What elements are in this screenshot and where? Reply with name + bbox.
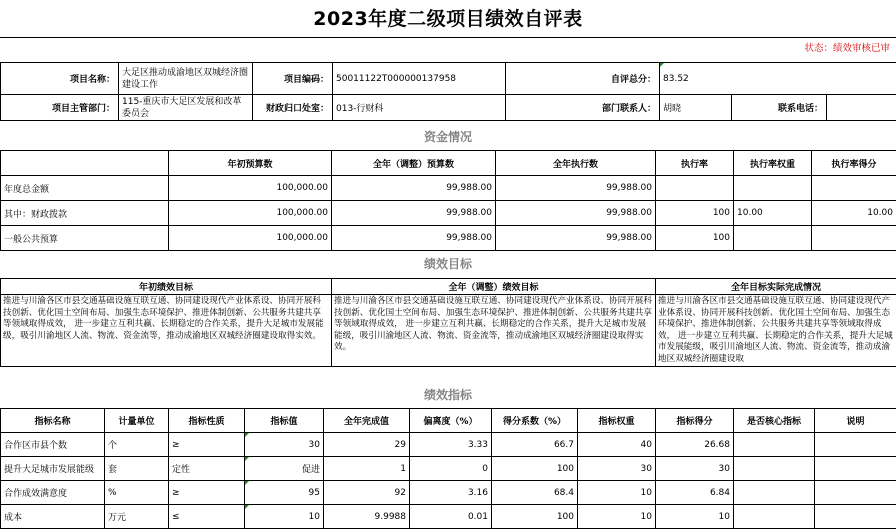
indicator-note <box>815 505 896 529</box>
indicator-note <box>815 433 896 457</box>
funds-cell: 99,988.00 <box>496 176 656 201</box>
funds-header: 全年（调整）预算数 <box>332 151 496 176</box>
funds-row-name: 一般公共预算 <box>1 226 169 251</box>
indicator-unit: 个 <box>105 433 169 457</box>
goal-actual: 推进与川渝各区市县交通基础设施互联互通、协同建设现代产业体系设、协同开展科技创新、优化国土空间布局、加强生态环境保护、推进体制创新、公共服务共建共享等领域取得成效， 进一步建立互利共赢、长期稳定的合作关系，提升大足城市发展能级，吸引川渝地区人流、物流、资金流等，推动成渝地区双城经济圈建设取 <box>656 295 896 367</box>
indicator-header: 指标性质 <box>169 409 245 433</box>
indicator-target: 30 <box>245 433 324 457</box>
funds-cell: 99,988.00 <box>496 226 656 251</box>
funds-header: 执行率权重 <box>734 151 812 176</box>
page-title: 2023年度二级项目绩效自评表 <box>0 0 896 38</box>
project-code: 50011122T000000137958 <box>333 63 506 95</box>
indicator-target: 95 <box>245 481 324 505</box>
indicator-weight: 10 <box>578 481 656 505</box>
funds-header: 全年执行数 <box>496 151 656 176</box>
funds-cell: 100 <box>656 226 734 251</box>
table-row <box>1 505 896 529</box>
goals-table <box>0 278 896 367</box>
phone-label: 联系电话： <box>732 95 827 121</box>
table-row <box>1 176 896 201</box>
table-row <box>1 481 896 505</box>
indicator-done: 92 <box>324 481 410 505</box>
funds-cell <box>812 176 896 201</box>
funds-cell: 10.00 <box>734 201 812 226</box>
indicator-target: 促进 <box>245 457 324 481</box>
project-info-table <box>0 62 896 121</box>
indicator-weight: 30 <box>578 457 656 481</box>
goal-initial: 推进与川渝各区市县交通基础设施互联互通、协同建设现代产业体系设、协同开展科技创新、优化国土空间布局、加强生态环境保护、推进体制创新、公共服务共建共享等领域取得成效， 进一步建立互利共赢、长期稳定的合作关系，提升大足城市发展能级，吸引川渝地区人流、物流、资金流等，推动成渝地区双城经济圈建设取得实效。 <box>1 295 332 367</box>
indicator-score: 6.84 <box>656 481 734 505</box>
indicator-header: 得分系数（%） <box>492 409 578 433</box>
goals-header: 年初绩效目标 <box>1 279 332 295</box>
funds-cell <box>656 176 734 201</box>
funds-header: 执行率得分 <box>812 151 896 176</box>
indicator-deviation: 0.01 <box>410 505 492 529</box>
funds-header: 年初预算数 <box>169 151 332 176</box>
table-row <box>1 433 896 457</box>
table-row <box>1 226 896 251</box>
goals-header: 全年（调整）绩效目标 <box>332 279 656 295</box>
dept-value: 115-重庆市大足区发展和改革委员会 <box>119 95 253 121</box>
indicator-nature: ≤ <box>169 505 245 529</box>
indicator-header: 指标值 <box>245 409 324 433</box>
indicator-header: 是否核心指标 <box>734 409 815 433</box>
indicator-deviation: 3.33 <box>410 433 492 457</box>
indicator-nature: 定性 <box>169 457 245 481</box>
indicator-note <box>815 481 896 505</box>
project-name: 大足区推动成渝地区双城经济圈建设工作 <box>119 63 253 95</box>
funds-cell: 99,988.00 <box>332 176 496 201</box>
indicator-name: 提升大足城市发展能级 <box>1 457 105 481</box>
indicator-nature: ≥ <box>169 481 245 505</box>
indicator-coefficient: 100 <box>492 457 578 481</box>
indicator-core <box>734 505 815 529</box>
funds-cell <box>734 176 812 201</box>
phone-value <box>827 95 896 121</box>
indicator-score: 26.68 <box>656 433 734 457</box>
indicator-header: 说明 <box>815 409 896 433</box>
indicator-done: 9.9988 <box>324 505 410 529</box>
indicator-done: 29 <box>324 433 410 457</box>
funds-section-title: 资金情况 <box>0 128 896 145</box>
indicators-section-title: 绩效指标 <box>0 386 896 403</box>
indicators-table <box>0 408 896 529</box>
office-value: 013-行财科 <box>333 95 506 121</box>
indicator-unit: 万元 <box>105 505 169 529</box>
indicator-coefficient: 100 <box>492 505 578 529</box>
funds-cell: 100,000.00 <box>169 201 332 226</box>
funds-cell: 10.00 <box>812 201 896 226</box>
indicator-deviation: 3.16 <box>410 481 492 505</box>
table-row <box>1 201 896 226</box>
indicator-weight: 40 <box>578 433 656 457</box>
indicator-header: 指标名称 <box>1 409 105 433</box>
contact-value: 胡晓 <box>660 95 732 121</box>
project-name-label: 项目名称： <box>1 63 119 95</box>
funds-header-blank <box>1 151 169 176</box>
funds-cell: 100,000.00 <box>169 226 332 251</box>
indicator-unit: 套 <box>105 457 169 481</box>
indicator-coefficient: 68.4 <box>492 481 578 505</box>
indicator-name: 合作区市县个数 <box>1 433 105 457</box>
indicator-name: 成本 <box>1 505 105 529</box>
funds-cell: 99,988.00 <box>332 226 496 251</box>
contact-label: 部门联系人： <box>506 95 660 121</box>
status-badge: 状态：绩效审核已审 <box>600 40 890 58</box>
indicator-header: 全年完成值 <box>324 409 410 433</box>
indicator-score: 30 <box>656 457 734 481</box>
indicator-nature: ≥ <box>169 433 245 457</box>
indicator-coefficient: 66.7 <box>492 433 578 457</box>
funds-cell <box>734 226 812 251</box>
goals-section-title: 绩效目标 <box>0 255 896 272</box>
dept-label: 项目主管部门： <box>1 95 119 121</box>
office-label: 财政归口处室： <box>253 95 333 121</box>
table-row <box>1 457 896 481</box>
funds-cell: 99,988.00 <box>496 201 656 226</box>
funds-row-name: 其中：财政拨款 <box>1 201 169 226</box>
indicator-core <box>734 457 815 481</box>
indicator-header: 指标得分 <box>656 409 734 433</box>
indicator-core <box>734 481 815 505</box>
goal-adjusted: 推进与川渝各区市县交通基础设施互联互通、协同建设现代产业体系设、协同开展科技创新、优化国土空间布局、加强生态环境保护、推进体制创新、公共服务共建共享等领域取得成效， 进一步建立互利共赢、长期稳定的合作关系，提升大足城市发展能级，吸引川渝地区人流、物流、资金流等，推动成渝地区双城经济圈建设取得实效。 <box>332 295 656 367</box>
indicator-note <box>815 457 896 481</box>
goals-header: 全年目标实际完成情况 <box>656 279 896 295</box>
funds-row-name: 年度总金额 <box>1 176 169 201</box>
indicator-deviation: 0 <box>410 457 492 481</box>
project-code-label: 项目编码： <box>253 63 333 95</box>
indicator-weight: 10 <box>578 505 656 529</box>
funds-table <box>0 150 896 251</box>
indicator-header: 指标权重 <box>578 409 656 433</box>
funds-cell: 100 <box>656 201 734 226</box>
indicator-core <box>734 433 815 457</box>
total-score: 83.52 <box>660 63 896 95</box>
indicator-target: 10 <box>245 505 324 529</box>
indicator-done: 1 <box>324 457 410 481</box>
indicator-name: 合作成效满意度 <box>1 481 105 505</box>
indicator-header: 偏离度（%） <box>410 409 492 433</box>
funds-header: 执行率 <box>656 151 734 176</box>
funds-cell <box>812 226 896 251</box>
indicator-unit: % <box>105 481 169 505</box>
funds-cell: 100,000.00 <box>169 176 332 201</box>
indicator-score: 10 <box>656 505 734 529</box>
funds-cell: 99,988.00 <box>332 201 496 226</box>
indicator-header: 计量单位 <box>105 409 169 433</box>
total-score-label: 自评总分： <box>506 63 660 95</box>
